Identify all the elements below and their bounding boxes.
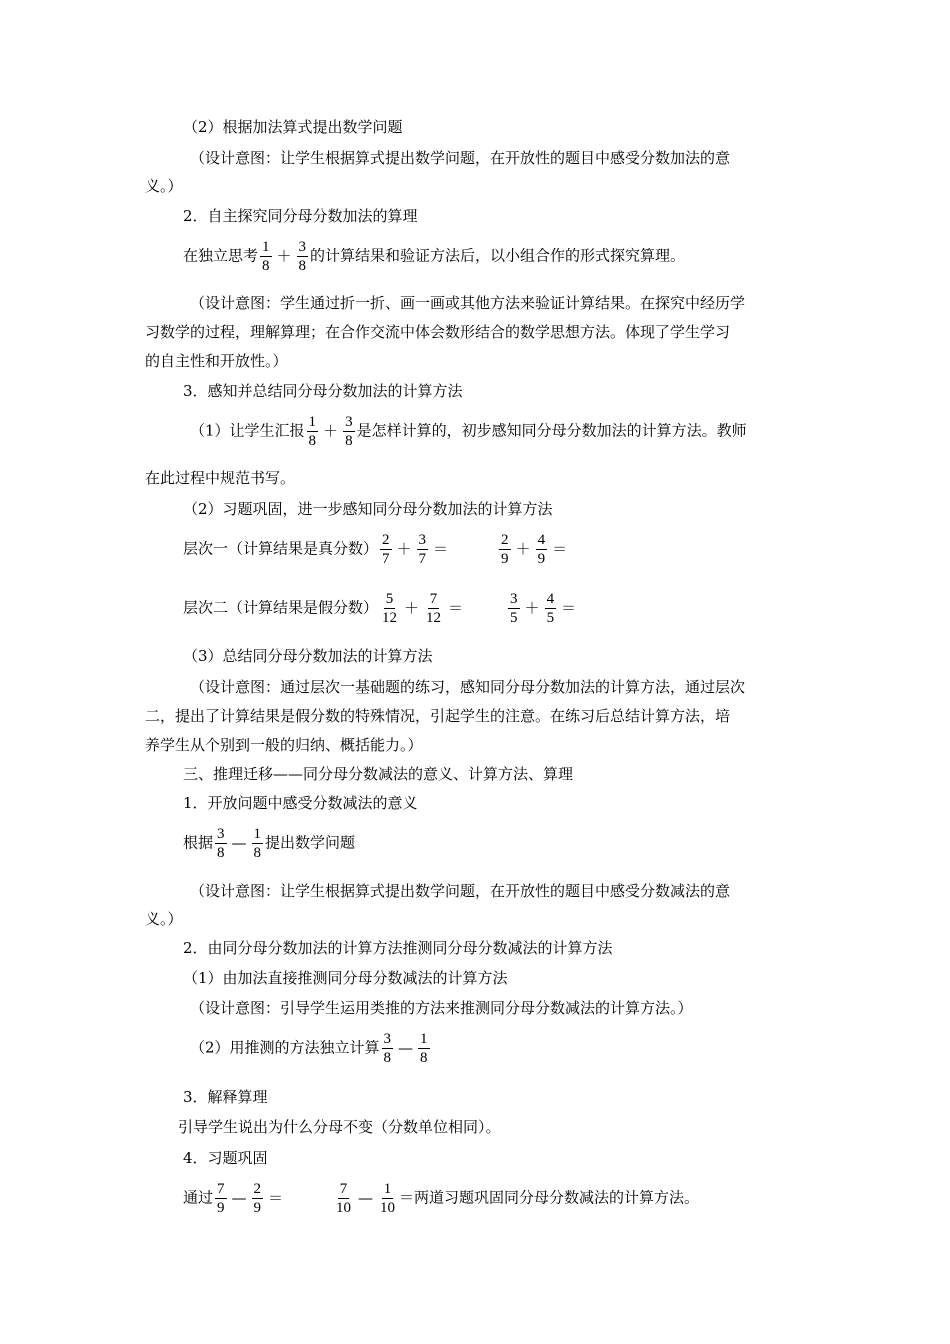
numerator: 1 — [308, 414, 317, 430]
exercise-level-2 — [183, 590, 579, 627]
denominator: 8 — [383, 1050, 392, 1066]
denominator: 5 — [546, 610, 555, 626]
numerator: 1 — [262, 239, 270, 255]
denominator: 8 — [345, 433, 353, 449]
text: 通过 — [183, 1188, 214, 1207]
text: 层次一（计算结果是真分数） — [183, 539, 379, 558]
section-heading: 3．感知并总结同分母分数加法的计算方法 — [183, 382, 463, 400]
design-intent: （设计意图：学生通过折一折、画一画或其他方法来验证计算结果。在探究中经历学 — [190, 294, 746, 312]
fraction — [499, 531, 511, 568]
numerator: 1 — [383, 1181, 392, 1197]
numerator: 1 — [253, 826, 262, 842]
denominator: 7 — [418, 551, 427, 567]
denominator: 8 — [262, 258, 270, 274]
design-intent-cont: 义。） — [145, 177, 183, 195]
denominator: 8 — [420, 1050, 428, 1066]
text: 是怎样计算的，初步感知同分母分数加法的计算方法。教师 — [356, 421, 747, 440]
design-intent: （设计意图：让学生根据算式提出数学问题，在开放性的题目中感受分数加法的意 — [190, 149, 731, 167]
section-heading: 3．解释算理 — [183, 1088, 268, 1106]
paragraph-cont: 在此过程中规范书写。 — [145, 469, 296, 487]
numerator: 3 — [217, 826, 225, 842]
text: （1）让学生汇报 — [190, 421, 305, 440]
numerator: 4 — [546, 591, 555, 607]
operator: ＋ — [396, 539, 412, 558]
equals: ＝ — [433, 539, 449, 558]
fraction — [382, 1030, 394, 1067]
operator: ＋ — [323, 421, 339, 440]
paragraph: （2）习题巩固，进一步感知同分母分数加法的计算方法 — [183, 500, 553, 518]
text: 的计算结果和验证方法后，以小组合作的形式探究算理。 — [310, 246, 686, 265]
design-intent: （设计意图：引导学生运用类推的方法来推测同分母分数减法的计算方法。） — [190, 999, 693, 1017]
denominator: 8 — [217, 845, 225, 861]
denominator: 7 — [382, 551, 390, 567]
numerator: 4 — [537, 532, 546, 548]
denominator: 8 — [253, 845, 262, 861]
fraction — [424, 590, 443, 627]
operator: — — [231, 833, 247, 852]
design-intent: （设计意图：通过层次一基础题的练习，感知同分母分数加法的计算方法，通过层次 — [190, 678, 746, 696]
fraction — [252, 825, 264, 862]
denominator: 9 — [501, 551, 509, 567]
numerator: 3 — [345, 414, 353, 430]
design-intent-cont: 的自主性和开放性。） — [145, 352, 288, 370]
paragraph: （1）由加法直接推测同分母分数减法的计算方法 — [183, 969, 508, 987]
section-heading: 三、推理迁移——同分母分数减法的意义、计算方法、算理 — [183, 765, 574, 783]
equals: ＝ — [268, 1188, 284, 1207]
denominator: 8 — [298, 258, 307, 274]
equation-line — [183, 825, 355, 862]
exercise-level-1 — [183, 531, 570, 568]
text: 两道习题巩固同分母分数减法的计算方法。 — [414, 1188, 700, 1207]
fraction — [536, 531, 548, 568]
operator: — — [358, 1188, 374, 1207]
equals: ＝ — [448, 598, 464, 617]
denominator: 8 — [308, 433, 317, 449]
text: 根据 — [183, 833, 214, 852]
denominator: 10 — [336, 1200, 352, 1216]
numerator: 7 — [429, 591, 438, 607]
fraction — [545, 590, 557, 627]
operator: ＋ — [515, 539, 531, 558]
denominator: 12 — [382, 610, 398, 626]
design-intent-cont: 二，提出了计算结果是假分数的特殊情况，引起学生的注意。在练习后总结计算方法，培 — [145, 707, 731, 725]
design-intent-cont: 养学生从个别到一般的归纳、概括能力。） — [145, 736, 423, 754]
text: （2）用推测的方法独立计算 — [190, 1038, 380, 1057]
operator: ＋ — [524, 598, 540, 617]
numerator: 3 — [510, 591, 518, 607]
design-intent-cont: 习数学的过程，理解算理；在合作交流中体会数形结合的数学思想方法。体现了学生学习 — [145, 323, 731, 341]
denominator: 12 — [426, 610, 442, 626]
fraction — [307, 413, 319, 450]
section-heading: 1．开放问题中感受分数减法的意义 — [183, 794, 418, 812]
text: 提出数学问题 — [265, 833, 356, 852]
fraction — [334, 1180, 353, 1217]
exercise-line — [183, 1180, 699, 1217]
fraction — [418, 1030, 430, 1067]
equation-line — [190, 413, 747, 450]
operator: — — [398, 1038, 414, 1057]
denominator: 9 — [217, 1200, 225, 1216]
operator: — — [231, 1188, 247, 1207]
fraction — [215, 1180, 227, 1217]
numerator: 3 — [418, 532, 427, 548]
denominator: 5 — [510, 610, 518, 626]
denominator: 9 — [537, 551, 546, 567]
equals: ＝ — [561, 598, 577, 617]
fraction — [252, 1180, 264, 1217]
numerator: 7 — [339, 1181, 348, 1197]
design-intent: （设计意图：让学生根据算式提出数学问题，在开放性的题目中感受分数减法的意 — [190, 882, 731, 900]
section-heading: 2．由同分母分数加法的计算方法推测同分母分数减法的计算方法 — [183, 939, 613, 957]
operator: ＋ — [404, 598, 420, 617]
paragraph: （3）总结同分母分数加法的计算方法 — [183, 647, 433, 665]
numerator: 3 — [383, 1031, 392, 1047]
equation-line — [183, 238, 685, 275]
paragraph: （2）根据加法算式提出数学问题 — [183, 118, 403, 136]
equals: ＝ — [552, 539, 568, 558]
fraction — [343, 413, 355, 450]
fraction — [215, 825, 227, 862]
operator: ＋ — [276, 246, 292, 265]
fraction — [508, 590, 520, 627]
design-intent-cont: 义。） — [145, 910, 183, 928]
text: 层次二（计算结果是假分数） — [183, 598, 379, 617]
text: 在独立思考 — [183, 246, 259, 265]
fraction — [417, 531, 429, 568]
numerator: 3 — [298, 239, 307, 255]
numerator: 1 — [420, 1031, 428, 1047]
equation-line — [190, 1030, 432, 1067]
denominator: 10 — [380, 1200, 396, 1216]
numerator: 2 — [501, 532, 509, 548]
fraction — [260, 238, 272, 275]
fraction — [380, 531, 392, 568]
section-heading: 2．自主探究同分母分数加法的算理 — [183, 207, 418, 225]
fraction — [380, 590, 399, 627]
numerator: 7 — [217, 1181, 225, 1197]
fraction — [378, 1180, 397, 1217]
denominator: 9 — [253, 1200, 262, 1216]
numerator: 5 — [385, 591, 394, 607]
section-heading: 4．习题巩固 — [183, 1149, 268, 1167]
equals: ＝ — [399, 1188, 415, 1207]
numerator: 2 — [253, 1181, 262, 1197]
fraction — [297, 238, 309, 275]
paragraph: 引导学生说出为什么分母不变（分数单位相同）。 — [178, 1118, 501, 1136]
numerator: 2 — [382, 532, 390, 548]
